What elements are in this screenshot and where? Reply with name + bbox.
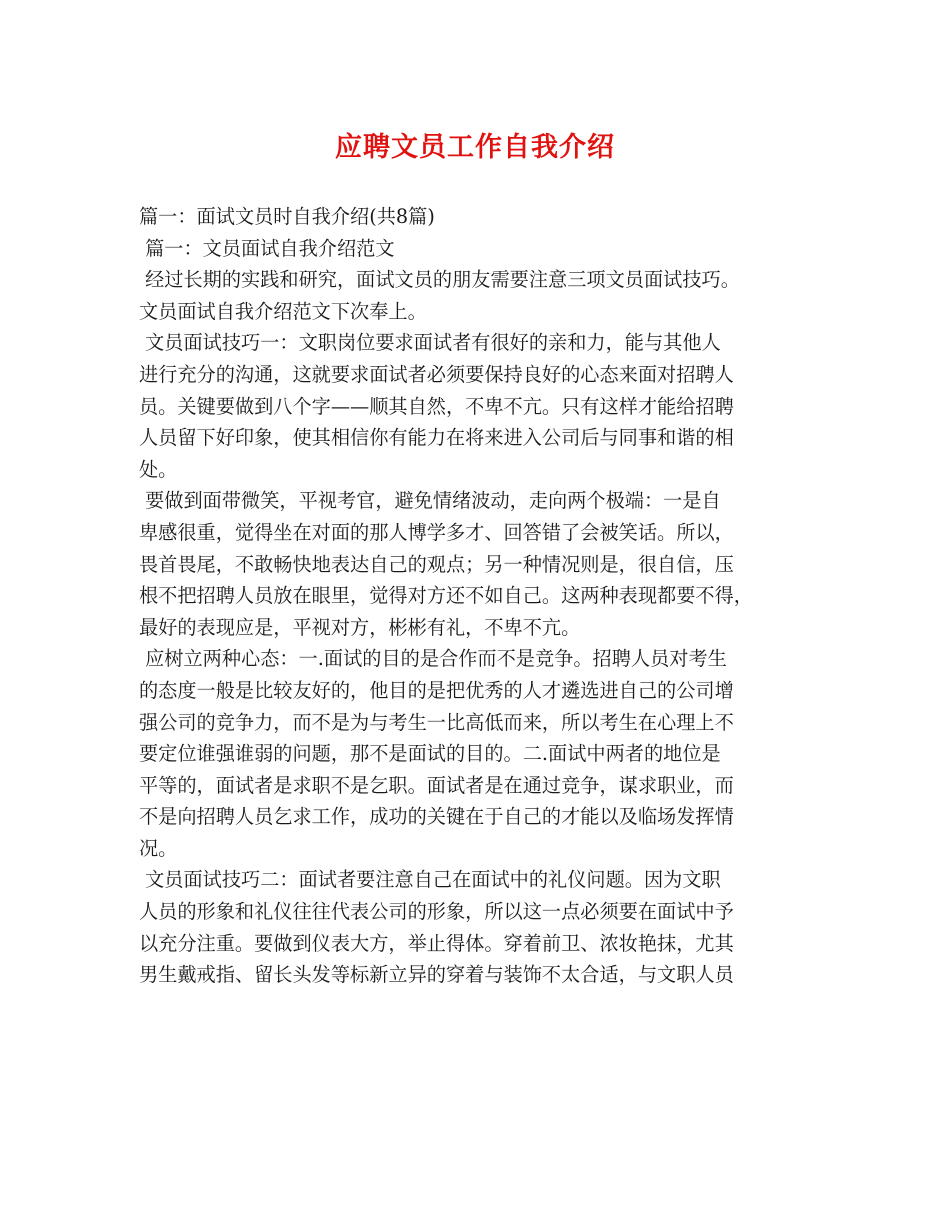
body-line: 要做到面带微笑，平视考官，避免情绪波动，走向两个极端：一是自 [139,489,721,513]
body-line: 要定位谁强谁弱的问题，那不是面试的目的。二.面试中两者的地位是 [139,742,721,766]
body-line: 卑感很重，觉得坐在对面的那人博学多才、回答错了会被笑话。所以， [139,520,734,544]
body-line: 文员面试技巧二：面试者要注意自己在面试中的礼仪问题。因为文职 [139,868,721,892]
body-line: 经过长期的实践和研究，面试文员的朋友需要注意三项文员面试技巧。 [139,268,740,292]
body-line: 处。 [139,457,178,481]
body-line: 畏首畏尾，不敢畅快地表达自己的观点；另一种情况则是，很自信，压 [139,552,734,576]
body-line: 人员留下好印象，使其相信你有能力在将来进入公司后与同事和谐的相 [139,426,734,450]
body-line: 篇一：面试文员时自我介绍(共8篇) [139,205,435,228]
body-line: 的态度一般是比较友好的，他目的是把优秀的人才遴选进自己的公司增 [139,678,734,702]
body-line: 强公司的竞争力，而不是为与考生一比高低而来，所以考生在心理上不 [139,710,734,734]
body-line: 篇一：文员面试自我介绍范文 [139,236,395,260]
body-line: 以充分注重。要做到仪表大方，举止得体。穿着前卫、浓妆艳抹，尤其 [139,931,734,955]
body-line: 应树立两种心态：一.面试的目的是合作而不是竞争。招聘人员对考生 [139,647,727,671]
body-line: 文员面试自我介绍范文下次奉上。 [139,299,427,323]
body-line: 男生戴戒指、留长头发等标新立异的穿着与装饰不太合适，与文职人员 [139,963,734,987]
body-line: 最好的表现应是，平视对方，彬彬有礼，不卑不亢。 [139,615,581,639]
body-line: 不是向招聘人员乞求工作，成功的关键在于自己的才能以及临场发挥情 [139,805,734,829]
body-line: 文员面试技巧一：文职岗位要求面试者有很好的亲和力，能与其他人 [139,331,721,355]
body-line: 员。关键要做到八个字——顺其自然，不卑不亢。只有这样才能给招聘 [139,394,734,418]
body-line: 平等的，面试者是求职不是乞职。面试者是在通过竞争，谋求职业，而 [139,773,734,797]
document-title: 应聘文员工作自我介绍 [335,132,615,163]
body-line: 根不把招聘人员放在眼里，觉得对方还不如自己。这两种表现都要不得， [139,584,753,608]
body-line: 况。 [139,836,178,860]
body-line: 人员的形象和礼仪往往代表公司的形象，所以这一点必须要在面试中予 [139,900,734,924]
body-line: 进行充分的沟通，这就要求面试者必须要保持良好的心态来面对招聘人 [139,362,734,386]
document-body [139,201,839,991]
